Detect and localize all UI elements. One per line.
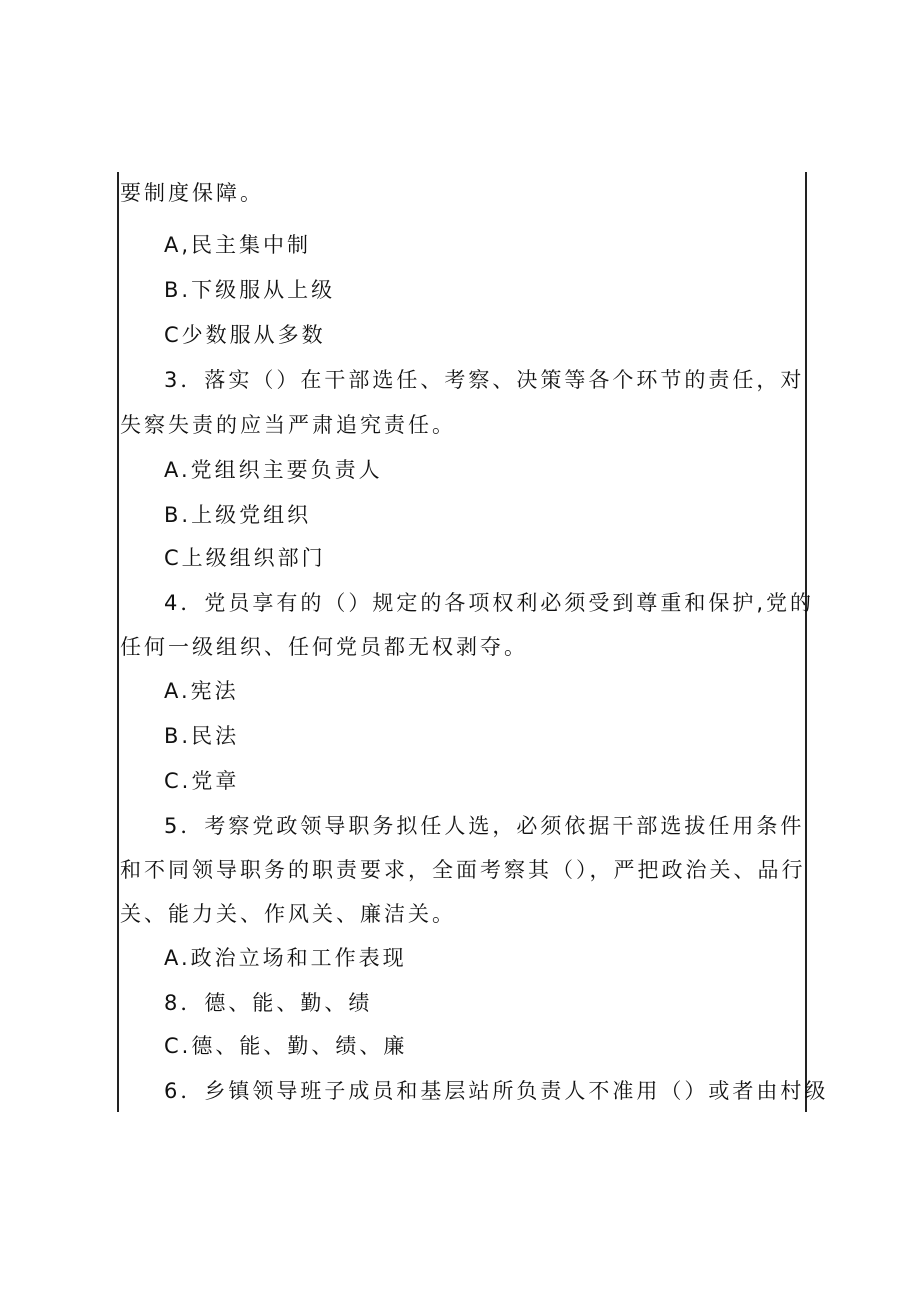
option-c-q2: C少数服从多数 [164,323,326,347]
table-border-left [117,172,119,1112]
question-6-line-1: 6．乡镇领导班子成员和基层站所负责人不准用（）或者由村级 [164,1079,829,1103]
option-b-q5: 8．德、能、勤、绩 [164,991,373,1015]
question-3-line-2: 失察失责的应当严肃追究责任。 [120,413,456,437]
option-c-q4: C.党章 [164,769,240,793]
option-c-q5: C.德、能、勤、绩、廉 [164,1034,408,1058]
option-a-q5: A.政治立场和工作表现 [164,946,407,970]
option-b-q4: B.民法 [164,724,240,748]
question-5-line-2: 和不同领导职务的职责要求，全面考察其（），严把政治关、品行 [120,858,806,882]
option-c-q3: C上级组织部门 [164,546,326,570]
option-b-q3: B.上级党组织 [164,503,312,527]
option-b-q2: B.下级服从上级 [164,278,336,302]
question-4-line-1: 4．党员享有的（）规定的各项权利必须受到尊重和保护,党的 [164,591,815,615]
text-line-continuation: 要制度保障。 [120,181,264,205]
question-5-line-3: 关、能力关、作风关、廉洁关。 [120,902,456,926]
question-4-line-2: 任何一级组织、任何党员都无权剥夺。 [120,635,528,659]
option-a-q3: A.党组织主要负责人 [164,458,383,482]
question-3-line-1: 3．落实（）在干部选任、考察、决策等各个环节的责任，对 [164,368,805,392]
question-5-line-1: 5．考察党政领导职务拟任人选，必须依据干部选拔任用条件 [164,814,805,838]
table-border-right [805,172,807,1112]
option-a-q4: A.宪法 [164,679,239,703]
option-a-q2: A,民主集中制 [164,233,312,257]
